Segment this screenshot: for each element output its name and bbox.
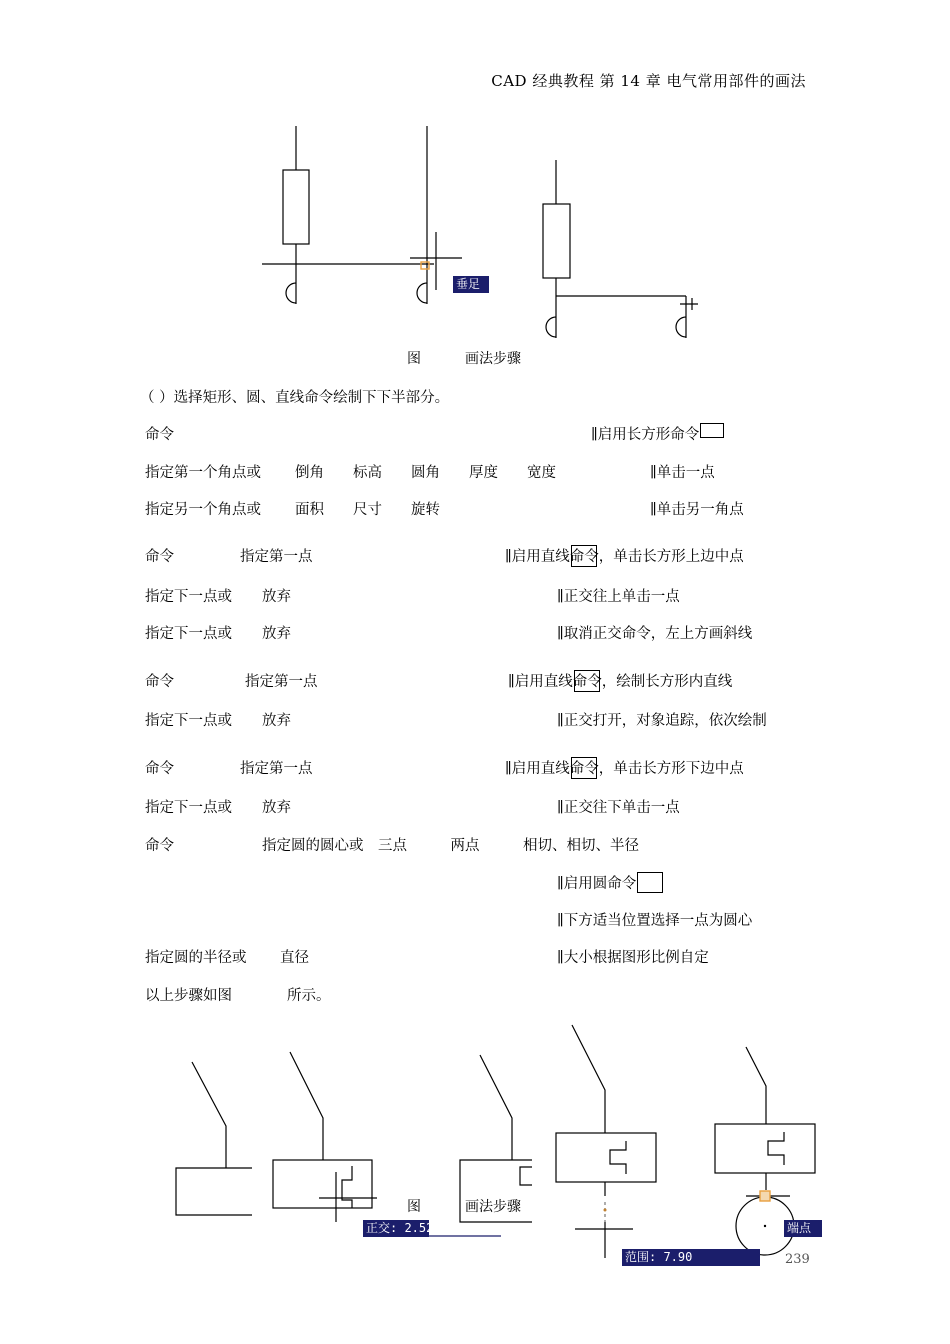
figure-caption-bottom-label: 图 — [407, 1199, 421, 1215]
step-comment: ∥正交往上单击一点 — [557, 589, 680, 605]
step-options: 指定第一点 — [245, 674, 318, 690]
step-comment: ∥单击另一角点 — [650, 502, 744, 518]
step-command: 指定第一个角点或 — [145, 465, 261, 481]
summary-text: 以上步骤如图 — [145, 988, 232, 1004]
endpoint-snap-label: 端点 — [784, 1220, 822, 1237]
step-options: 面积 尺寸 旋转 — [295, 502, 440, 518]
step-options: 倒角 标高 圆角 厚度 宽度 — [295, 465, 556, 481]
step-options: 指定圆的圆心或 三点 两点 相切、相切、半径 — [262, 838, 639, 854]
range-tooltip: 范围: 7.90 — [622, 1249, 760, 1266]
page-header: CAD 经典教程 第 14 章 电气常用部件的画法 — [491, 72, 806, 90]
page-number: 239 — [785, 1252, 810, 1267]
step-comment-text: 命令，单击长方形上边中点 — [569, 549, 744, 565]
step-command: 命令 — [145, 549, 174, 565]
step-comment-text: ∥启用直线 — [505, 761, 570, 777]
step-command: 指定下一点或 — [145, 626, 232, 642]
step-options: 放弃 — [262, 800, 291, 816]
figure-caption-top-title: 画法步骤 — [465, 351, 521, 367]
step-comment: ∥单击一点 — [650, 465, 715, 481]
section-intro: （ ）选择矩形、圆、直线命令绘制下下半部分。 — [140, 390, 450, 406]
step-options: 放弃 — [262, 589, 291, 605]
step-command: 命令 — [145, 838, 174, 854]
step-options: 放弃 — [262, 713, 291, 729]
step-comment-text: 命令，绘制长方形内直线 — [572, 674, 733, 690]
step-command: 命令 — [145, 427, 174, 443]
step-options: 放弃 — [262, 626, 291, 642]
summary-text: 所示。 — [287, 988, 331, 1004]
step-comment-text: ∥启用直线 — [508, 674, 573, 690]
step-command: 指定圆的半径或 — [145, 950, 247, 966]
step-command: 指定下一点或 — [145, 589, 232, 605]
step-command: 指定另一个角点或 — [145, 502, 261, 518]
step-comment: ∥取消正交命令，左上方画斜线 — [557, 626, 753, 642]
step-comment-text: ∥启用直线 — [505, 549, 570, 565]
step-command: 命令 — [145, 761, 174, 777]
step-options: 直径 — [280, 950, 309, 966]
step-command: 命令 — [145, 674, 174, 690]
step-comment-text: ∥启用长方形命令 — [591, 427, 700, 443]
step-comment: ∥大小根据图形比例自定 — [557, 950, 709, 966]
step-command: 指定下一点或 — [145, 713, 232, 729]
step-comment-text: 命令，单击长方形下边中点 — [569, 761, 744, 777]
step-comment: ∥下方适当位置选择一点为圆心 — [557, 913, 753, 929]
step-comment: ∥正交打开，对象追踪，依次绘制 — [557, 713, 767, 729]
figure-caption-top-label: 图 — [407, 351, 421, 367]
step-command: 指定下一点或 — [145, 800, 232, 816]
snap-label-perpendicular: 垂足 — [453, 276, 489, 293]
figure-caption-bottom-title: 画法步骤 — [465, 1199, 521, 1215]
step-options: 指定第一点 — [240, 761, 313, 777]
step-comment-text: ∥启用圆命令 — [557, 876, 637, 892]
step-comment: ∥正交往下单击一点 — [557, 800, 680, 816]
ortho-tooltip: 正交: 2.52 — [363, 1220, 429, 1237]
step-options: 指定第一点 — [240, 549, 313, 565]
